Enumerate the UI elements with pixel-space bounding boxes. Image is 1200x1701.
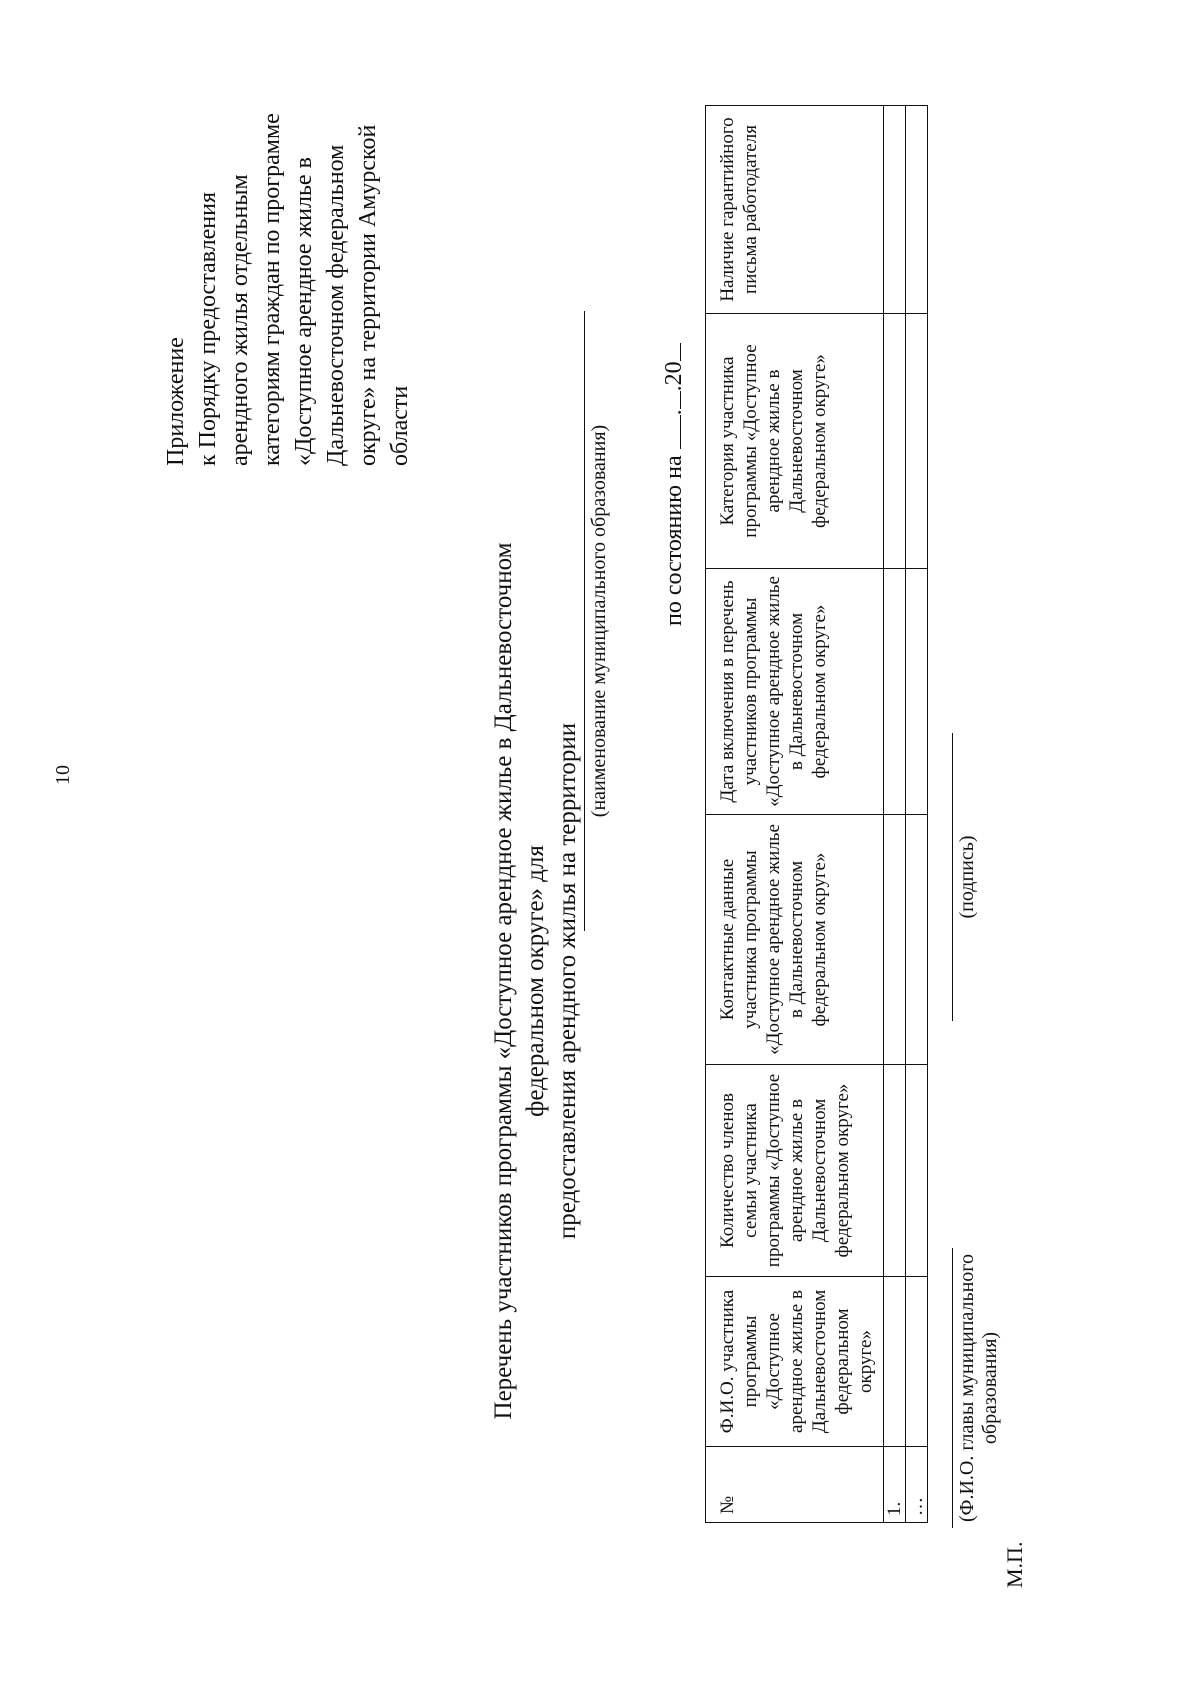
table-cell: … xyxy=(906,1447,928,1523)
table-cell xyxy=(884,1277,906,1447)
table-cell xyxy=(884,1065,906,1277)
title-line-2: предоставления арендного жилья на территории xyxy=(554,722,581,1240)
appendix-line: арендного жилья отдельным xyxy=(227,174,253,466)
table-cell xyxy=(884,314,906,569)
table-cell: 1. xyxy=(884,1447,906,1523)
appendix-header xyxy=(160,76,416,466)
sign-signature-line xyxy=(952,733,953,1021)
date-separator: . xyxy=(661,409,687,416)
table-header-row xyxy=(706,106,884,1523)
appendix-line: Приложение xyxy=(163,337,189,466)
as-of-date xyxy=(658,343,688,626)
appendix-line: округе» на территории Амурской xyxy=(355,124,381,466)
appendix-line: области xyxy=(387,385,413,466)
month-blank xyxy=(658,391,681,409)
appendix-line: Дальневосточном федеральном xyxy=(323,144,349,466)
document-title xyxy=(488,476,584,1486)
header-guarantee-letter: Наличие гарантийного письма работодателя xyxy=(706,106,884,314)
header-number: № xyxy=(706,1447,884,1523)
table-cell xyxy=(884,106,906,314)
table-row xyxy=(884,106,906,1523)
day-blank xyxy=(658,415,681,449)
table-cell xyxy=(906,314,928,569)
table-cell xyxy=(906,569,928,815)
name-caption: (Ф.И.О. главы муниципального образования) xyxy=(956,1254,1001,1523)
table-cell xyxy=(906,815,928,1065)
table-cell xyxy=(906,106,928,314)
header-family-members: Количество членов семьи участника программы «Доступное арендное жилье в Дальневосточном федеральном округе» xyxy=(706,1065,884,1277)
appendix-line: к Порядку предоставления xyxy=(195,191,221,466)
municipality-blank-line xyxy=(584,311,585,931)
table-cell xyxy=(884,569,906,815)
name-signature-line xyxy=(952,1248,953,1528)
header-category: Категория участника программы «Доступное арендное жилье в Дальневосточном федеральном округе» xyxy=(706,314,884,569)
sign-caption: (подпись) xyxy=(956,835,978,919)
title-line-1: Перечень участников программы «Доступное арендное жилье в Дальневосточном федеральном округе» для xyxy=(490,542,549,1420)
stamp-place: М.П. xyxy=(1002,1541,1027,1588)
as-of-label: по состоянию на xyxy=(661,455,687,626)
municipality-caption: (наименование муниципального образования) xyxy=(588,424,610,818)
table-cell xyxy=(884,815,906,1065)
table-cell xyxy=(906,1065,928,1277)
page-number: 10 xyxy=(52,765,74,785)
appendix-line: категориям граждан по программе xyxy=(259,113,285,466)
table-cell xyxy=(906,1277,928,1447)
year-blank xyxy=(658,343,681,361)
header-full-name: Ф.И.О. участника программы «Доступное арендное жилье в Дальневосточном федеральном округе» xyxy=(706,1277,884,1447)
header-inclusion-date: Дата включения в перечень участников программы «Доступное арендное жилье в Дальневосточном федеральном округе» xyxy=(706,569,884,815)
header-contact-data: Контактные данные участника программы «Доступное арендное жилье в Дальневосточном федеральном округе» xyxy=(706,815,884,1065)
year-prefix: .20 xyxy=(661,361,687,392)
appendix-line: «Доступное арендное жилье в xyxy=(291,157,317,466)
table-row xyxy=(906,106,928,1523)
participants-table xyxy=(705,105,928,1523)
